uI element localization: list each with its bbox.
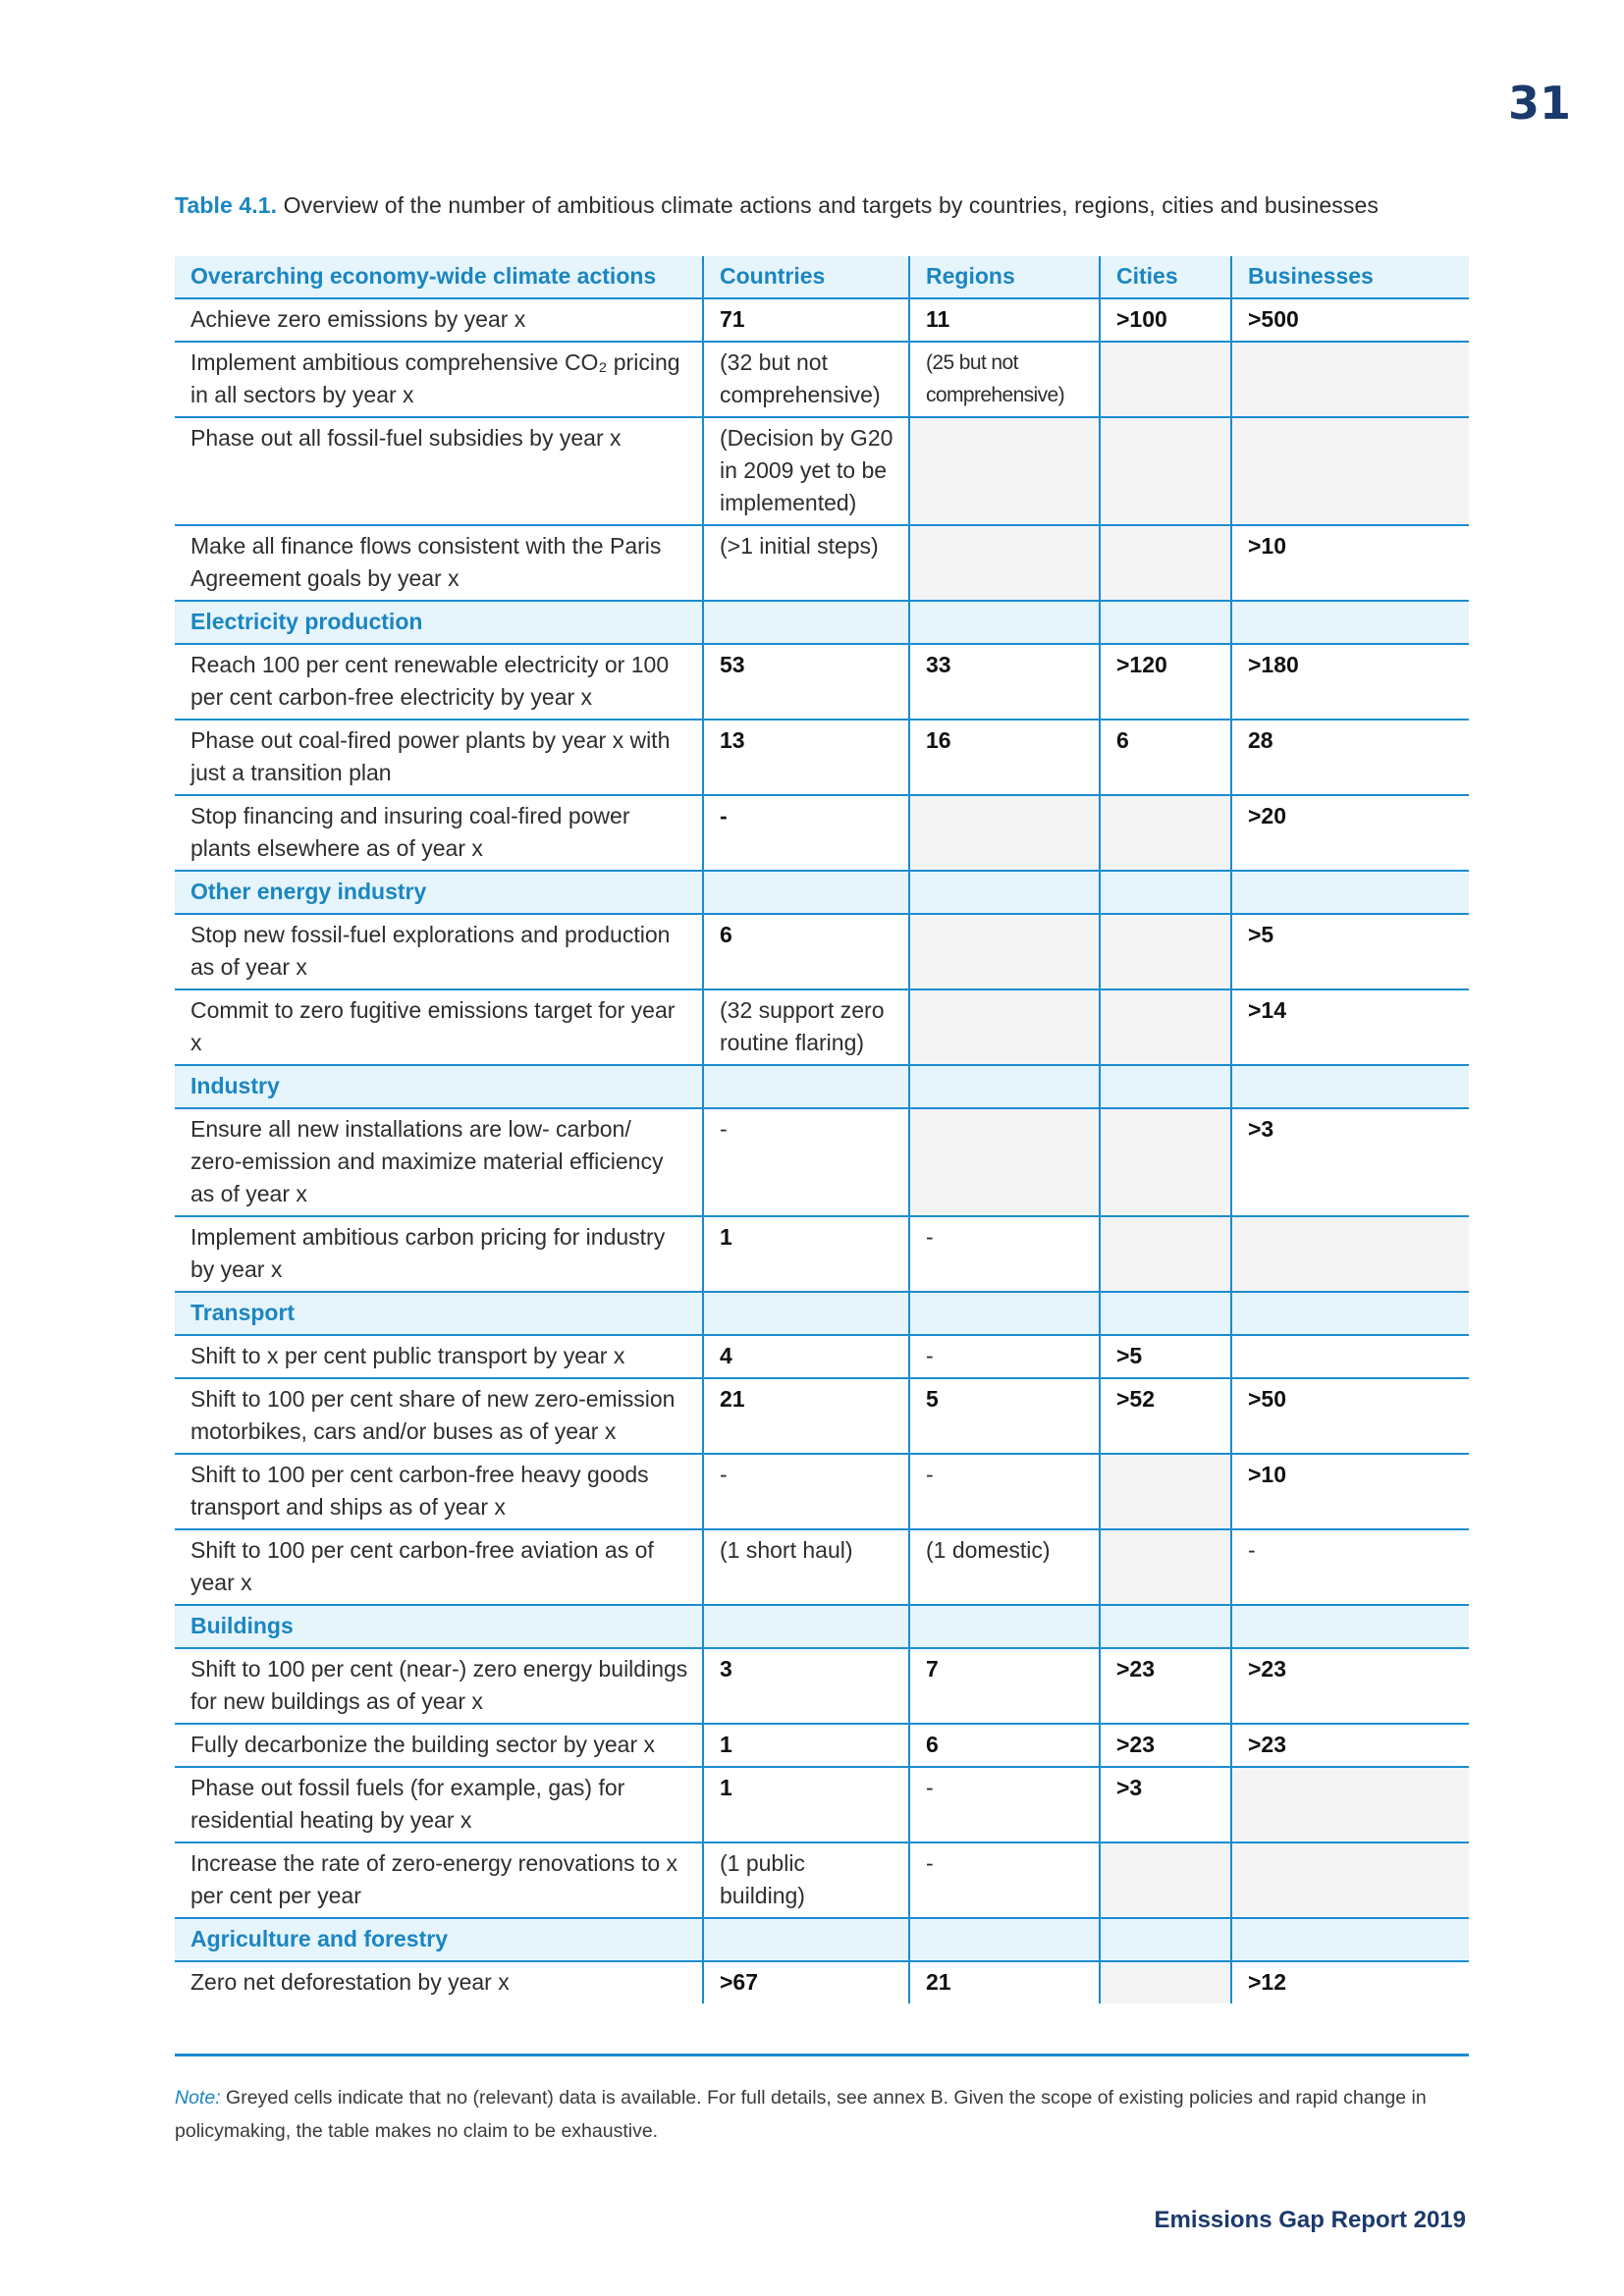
cell-businesses bbox=[1231, 1842, 1469, 1918]
cell-action: Shift to 100 per cent carbon-free aviation as of year x bbox=[175, 1529, 703, 1605]
cell-businesses: >5 bbox=[1231, 914, 1469, 989]
cell-regions: 16 bbox=[909, 720, 1100, 795]
cell-regions: 5 bbox=[909, 1378, 1100, 1454]
section-empty-cell bbox=[1100, 1065, 1231, 1108]
cell-cities: >100 bbox=[1100, 298, 1231, 342]
section-empty-cell bbox=[1100, 1918, 1231, 1961]
cell-action: Make all finance flows consistent with the Paris Agreement goals by year x bbox=[175, 525, 703, 601]
table-row bbox=[175, 1216, 1469, 1292]
cell-countries: 1 bbox=[703, 1767, 909, 1842]
page-number: 31 bbox=[1507, 77, 1571, 130]
cell-businesses: >23 bbox=[1231, 1724, 1469, 1767]
cell-cities bbox=[1100, 1961, 1231, 2003]
cell-businesses bbox=[1231, 1216, 1469, 1292]
cell-businesses: >3 bbox=[1231, 1108, 1469, 1216]
table-row bbox=[175, 1529, 1469, 1605]
cell-cities bbox=[1100, 525, 1231, 601]
section-label: Buildings bbox=[175, 1605, 703, 1648]
cell-cities: >23 bbox=[1100, 1724, 1231, 1767]
table-row bbox=[175, 989, 1469, 1065]
header-countries: Countries bbox=[703, 256, 909, 298]
section-empty-cell bbox=[703, 1605, 909, 1648]
section-empty-cell bbox=[1231, 601, 1469, 644]
section-empty-cell bbox=[1100, 1605, 1231, 1648]
cell-countries: (32 but not comprehensive) bbox=[703, 342, 909, 417]
section-empty-cell bbox=[703, 601, 909, 644]
cell-cities bbox=[1100, 914, 1231, 989]
cell-businesses: 28 bbox=[1231, 720, 1469, 795]
cell-action: Shift to 100 per cent share of new zero-emission motorbikes, cars and/or buses as of year x bbox=[175, 1378, 703, 1454]
cell-action: Fully decarbonize the building sector by year x bbox=[175, 1724, 703, 1767]
table-row bbox=[175, 1842, 1469, 1918]
cell-businesses: >23 bbox=[1231, 1648, 1469, 1724]
cell-regions: 7 bbox=[909, 1648, 1100, 1724]
table-caption-text: Overview of the number of ambitious climate actions and targets by countries, regions, cities and businesses bbox=[277, 192, 1379, 218]
section-empty-cell bbox=[703, 1065, 909, 1108]
table-row bbox=[175, 342, 1469, 417]
cell-action: Reach 100 per cent renewable electricity or 100 per cent carbon-free electricity by year x bbox=[175, 644, 703, 720]
cell-cities bbox=[1100, 989, 1231, 1065]
cell-countries: 6 bbox=[703, 914, 909, 989]
cell-cities: >5 bbox=[1100, 1335, 1231, 1378]
section-empty-cell bbox=[1231, 1605, 1469, 1648]
cell-businesses: >10 bbox=[1231, 525, 1469, 601]
cell-cities bbox=[1100, 1529, 1231, 1605]
cell-regions bbox=[909, 795, 1100, 871]
cell-action: Implement ambitious carbon pricing for industry by year x bbox=[175, 1216, 703, 1292]
cell-action: Ensure all new installations are low- carbon/ zero-emission and maximize material efficiency as of year x bbox=[175, 1108, 703, 1216]
table-row bbox=[175, 795, 1469, 871]
section-header-row bbox=[175, 1292, 1469, 1335]
cell-countries: - bbox=[703, 1454, 909, 1529]
section-empty-cell bbox=[909, 1918, 1100, 1961]
section-empty-cell bbox=[909, 871, 1100, 914]
cell-regions bbox=[909, 914, 1100, 989]
cell-regions: (1 domestic) bbox=[909, 1529, 1100, 1605]
cell-countries: - bbox=[703, 795, 909, 871]
section-empty-cell bbox=[703, 1292, 909, 1335]
header-cities: Cities bbox=[1100, 256, 1231, 298]
cell-cities: >23 bbox=[1100, 1648, 1231, 1724]
cell-regions: - bbox=[909, 1842, 1100, 1918]
cell-action: Zero net deforestation by year x bbox=[190, 1969, 510, 1995]
section-label: Industry bbox=[175, 1065, 703, 1108]
cell-countries: 53 bbox=[703, 644, 909, 720]
table-caption-label: Table 4.1. bbox=[175, 192, 278, 218]
section-empty-cell bbox=[1231, 871, 1469, 914]
cell-countries: 1 bbox=[703, 1724, 909, 1767]
table-body bbox=[175, 298, 1469, 2003]
section-label: Electricity production bbox=[175, 601, 703, 644]
cell-action: Stop new fossil-fuel explorations and production as of year x bbox=[175, 914, 703, 989]
report-footer: Emissions Gap Report 2019 bbox=[1154, 2207, 1466, 2233]
cell-cities bbox=[1100, 1454, 1231, 1529]
table-row bbox=[175, 1335, 1469, 1378]
cell-regions: 6 bbox=[909, 1724, 1100, 1767]
cell-action: Shift to 100 per cent (near-) zero energy buildings for new buildings as of year x bbox=[175, 1648, 703, 1724]
header-businesses: Businesses bbox=[1231, 256, 1469, 298]
cell-countries: - bbox=[703, 1108, 909, 1216]
table-row bbox=[175, 1724, 1469, 1767]
section-empty-cell bbox=[1100, 1292, 1231, 1335]
section-empty-cell bbox=[1231, 1065, 1469, 1108]
cell-businesses: >14 bbox=[1231, 989, 1469, 1065]
table-caption bbox=[175, 192, 1471, 219]
cell-regions: 21 bbox=[909, 1961, 1100, 2003]
table-note bbox=[175, 2081, 1471, 2148]
section-empty-cell bbox=[703, 1918, 909, 1961]
cell-cities: >3 bbox=[1100, 1767, 1231, 1842]
cell-action: Phase out coal-fired power plants by year x with just a transition plan bbox=[175, 720, 703, 795]
section-label: Other energy industry bbox=[175, 871, 703, 914]
cell-countries: 4 bbox=[703, 1335, 909, 1378]
cell-regions bbox=[909, 525, 1100, 601]
cell-cities: >52 bbox=[1100, 1378, 1231, 1454]
table-row bbox=[175, 1648, 1469, 1724]
section-header-row bbox=[175, 1065, 1469, 1108]
section-label: Agriculture and forestry bbox=[175, 1918, 703, 1961]
header-actions: Overarching economy-wide climate actions bbox=[175, 256, 703, 298]
section-empty-cell bbox=[909, 1605, 1100, 1648]
cell-countries: >67 bbox=[703, 1961, 909, 2003]
cell-businesses bbox=[1231, 1767, 1469, 1842]
table-row bbox=[175, 914, 1469, 989]
section-empty-cell bbox=[703, 871, 909, 914]
cell-businesses: >50 bbox=[1231, 1378, 1469, 1454]
cell-countries: (32 support zero routine flaring) bbox=[703, 989, 909, 1065]
table-row bbox=[175, 1961, 1469, 2003]
cell-businesses: >10 bbox=[1231, 1454, 1469, 1529]
cell-countries: 3 bbox=[703, 1648, 909, 1724]
cell-action: Achieve zero emissions by year x bbox=[175, 298, 703, 342]
cell-countries: (1 short haul) bbox=[703, 1529, 909, 1605]
cell-countries: (Decision by G20 in 2009 yet to be implemented) bbox=[703, 417, 909, 525]
table-row bbox=[175, 298, 1469, 342]
cell-businesses: - bbox=[1231, 1529, 1469, 1605]
section-empty-cell bbox=[909, 1065, 1100, 1108]
cell-cities: >120 bbox=[1100, 644, 1231, 720]
cell-action: Phase out all fossil-fuel subsidies by year x bbox=[175, 417, 703, 525]
cell-cities bbox=[1100, 342, 1231, 417]
cell-regions bbox=[909, 989, 1100, 1065]
cell-businesses bbox=[1231, 342, 1469, 417]
cell-businesses: >12 bbox=[1231, 1961, 1469, 2003]
table-bottom-rule bbox=[175, 2054, 1469, 2056]
section-label: Transport bbox=[175, 1292, 703, 1335]
section-empty-cell bbox=[1100, 871, 1231, 914]
section-header-row bbox=[175, 601, 1469, 644]
cell-regions: - bbox=[909, 1216, 1100, 1292]
section-header-row bbox=[175, 1605, 1469, 1648]
cell-action: Stop financing and insuring coal-fired power plants elsewhere as of year x bbox=[175, 795, 703, 871]
section-empty-cell bbox=[1231, 1292, 1469, 1335]
cell-cities bbox=[1100, 1216, 1231, 1292]
table-row bbox=[175, 1767, 1469, 1842]
cell-businesses bbox=[1231, 417, 1469, 525]
cell-action: Shift to x per cent public transport by year x bbox=[175, 1335, 703, 1378]
cell-cities bbox=[1100, 1842, 1231, 1918]
note-label: Note: bbox=[175, 2087, 221, 2109]
cell-action: Phase out fossil fuels (for example, gas) for residential heating by year x bbox=[175, 1767, 703, 1842]
cell-businesses: >20 bbox=[1231, 795, 1469, 871]
note-text: Greyed cells indicate that no (relevant) data is available. For full details, see annex B. Given the scope of existing policies and rapid change in policymaking, the table makes no claim to be exhaustive. bbox=[175, 2087, 1427, 2142]
table-row bbox=[175, 525, 1469, 601]
cell-action: Implement ambitious comprehensive CO₂ pricing in all sectors by year x bbox=[175, 342, 703, 417]
cell-action: Increase the rate of zero-energy renovations to x per cent per year bbox=[175, 1842, 703, 1918]
section-empty-cell bbox=[909, 601, 1100, 644]
section-header-row bbox=[175, 871, 1469, 914]
cell-countries: 71 bbox=[703, 298, 909, 342]
cell-countries: 13 bbox=[703, 720, 909, 795]
table-row bbox=[175, 1378, 1469, 1454]
climate-actions-table bbox=[175, 256, 1469, 2003]
cell-regions bbox=[909, 417, 1100, 525]
cell-businesses bbox=[1231, 1335, 1469, 1378]
cell-businesses: >500 bbox=[1231, 298, 1469, 342]
cell-action: Shift to 100 per cent carbon-free heavy goods transport and ships as of year x bbox=[175, 1454, 703, 1529]
cell-regions: (25 but not comprehensive) bbox=[909, 342, 1100, 417]
cell-regions: - bbox=[909, 1335, 1100, 1378]
section-empty-cell bbox=[909, 1292, 1100, 1335]
cell-cities bbox=[1100, 1108, 1231, 1216]
cell-regions bbox=[909, 1108, 1100, 1216]
table-row bbox=[175, 720, 1469, 795]
header-regions: Regions bbox=[909, 256, 1100, 298]
table-row bbox=[175, 417, 1469, 525]
cell-regions: - bbox=[909, 1767, 1100, 1842]
cell-action: Commit to zero fugitive emissions target for year x bbox=[175, 989, 703, 1065]
cell-countries: (1 public building) bbox=[703, 1842, 909, 1918]
section-header-row bbox=[175, 1918, 1469, 1961]
cell-countries: (>1 initial steps) bbox=[703, 525, 909, 601]
cell-cities: 6 bbox=[1100, 720, 1231, 795]
table-row bbox=[175, 1454, 1469, 1529]
cell-countries: 1 bbox=[703, 1216, 909, 1292]
cell-regions: 33 bbox=[909, 644, 1100, 720]
section-empty-cell bbox=[1100, 601, 1231, 644]
section-empty-cell bbox=[1231, 1918, 1469, 1961]
cell-regions: 11 bbox=[909, 298, 1100, 342]
table-row bbox=[175, 1108, 1469, 1216]
cell-regions: - bbox=[909, 1454, 1100, 1529]
cell-countries: 21 bbox=[703, 1378, 909, 1454]
cell-cities bbox=[1100, 417, 1231, 525]
table-row bbox=[175, 644, 1469, 720]
table-header-row bbox=[175, 256, 1469, 298]
cell-cities bbox=[1100, 795, 1231, 871]
cell-businesses: >180 bbox=[1231, 644, 1469, 720]
